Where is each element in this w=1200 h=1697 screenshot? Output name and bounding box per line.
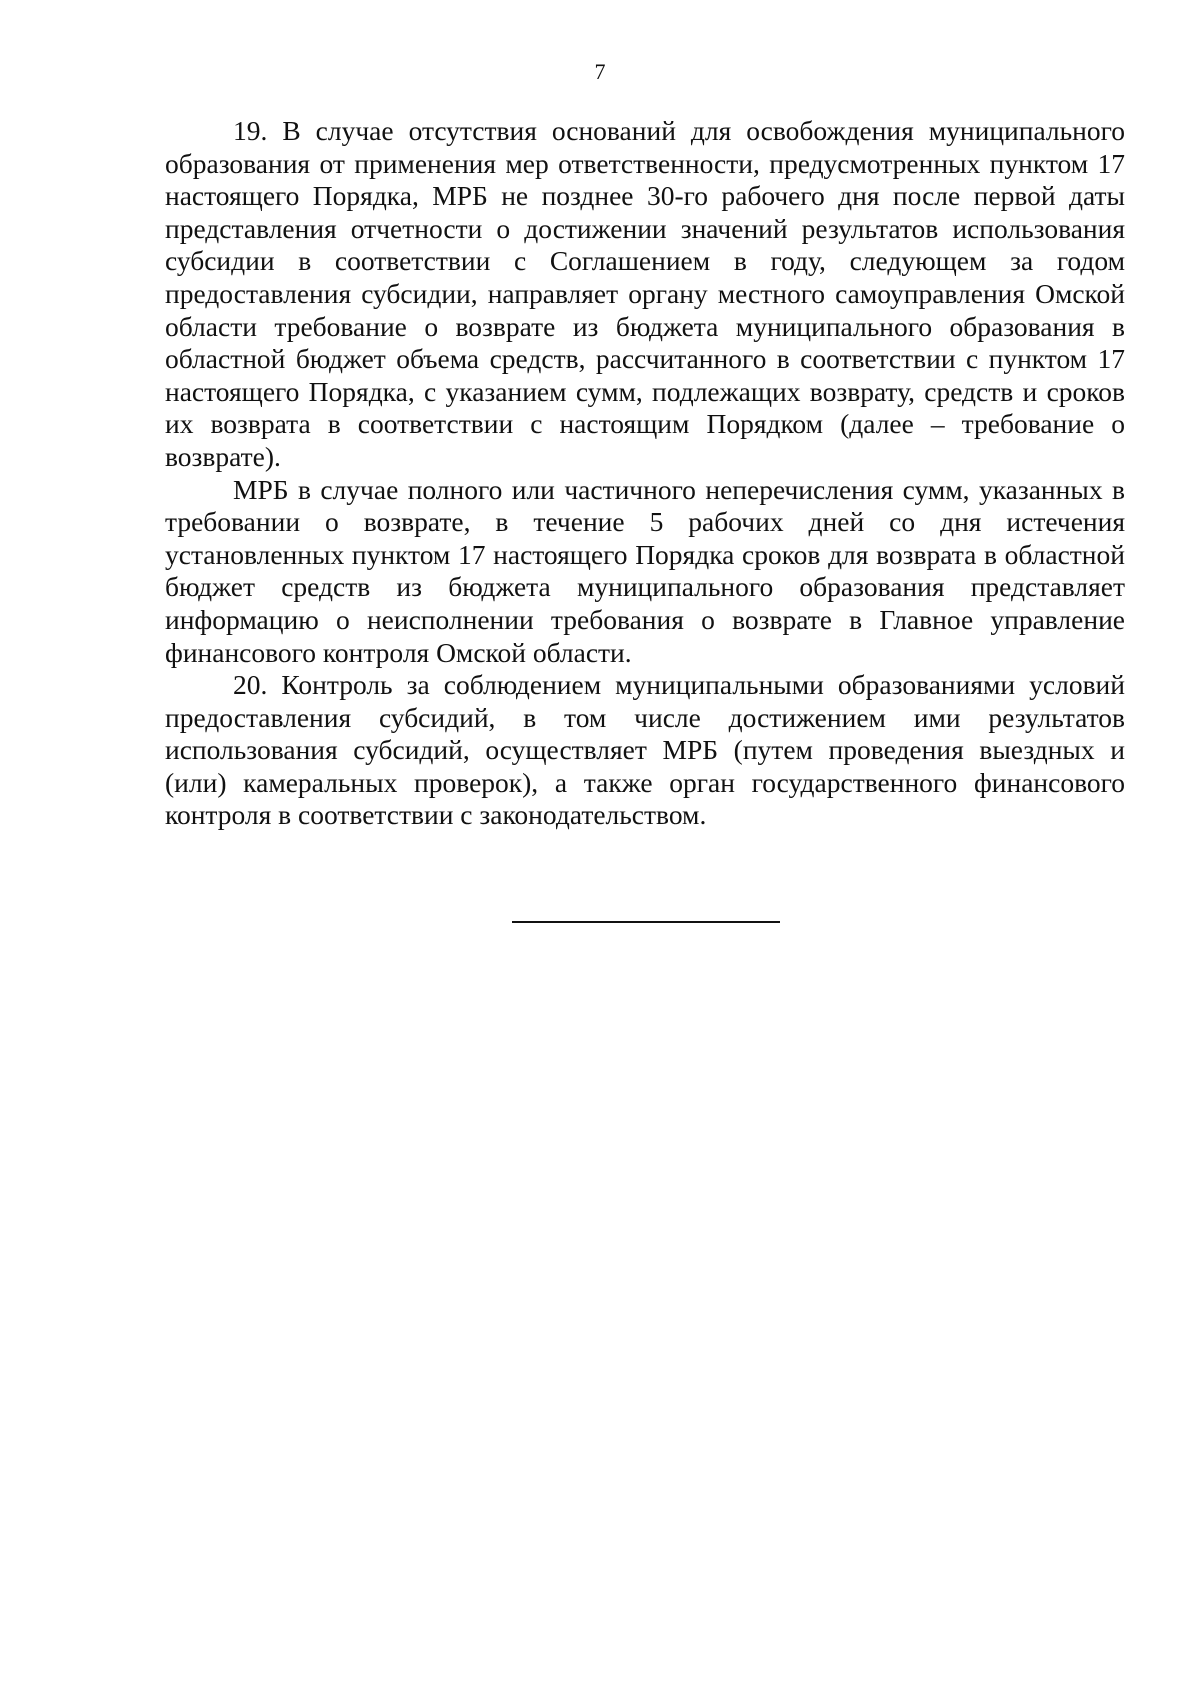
document-body xyxy=(165,115,1125,832)
page-number: 7 xyxy=(594,59,606,84)
paragraph-item-20: 20. Контроль за соблюдением муниципальными образованиями условий предоставления субсидий, в том числе достижением ими результатов использования субсидий, осуществляет МРБ (путем проведения выездных и (или) камеральных проверок), а также орган государственного финансового контроля в соответствии с законодательством. xyxy=(165,669,1125,831)
paragraph-item-19: 19. В случае отсутствия оснований для освобождения муниципального образования от применения мер ответственности, предусмотренных пунктом 17 настоящего Порядка, МРБ не позднее 30-го рабочего дня после первой даты представления отчетности о достижении значений результатов использования субсидии в соответствии с Соглашением в году, следующем за годом предоставления субсидии, направляет органу местного самоуправления Омской области требование о возврате из бюджета муниципального образования в областной бюджет объема средств, рассчитанного в соответствии с пунктом 17 настоящего Порядка, с указанием сумм, подлежащих возврату, средств и сроков их возврата в соответствии с настоящим Порядком (далее – требование о возврате). xyxy=(165,115,1125,472)
closing-divider xyxy=(512,921,780,923)
paragraph-mrb-notification: МРБ в случае полного или частичного неперечисления сумм, указанных в требовании о возврате, в течение 5 рабочих дней со дня истечения установленных пунктом 17 настоящего Порядка сроков для возврата в областной бюджет средств из бюджета муниципального образования представляет информацию о неисполнении требования о возврате в Главное управление финансового контроля Омской области. xyxy=(165,473,1125,668)
